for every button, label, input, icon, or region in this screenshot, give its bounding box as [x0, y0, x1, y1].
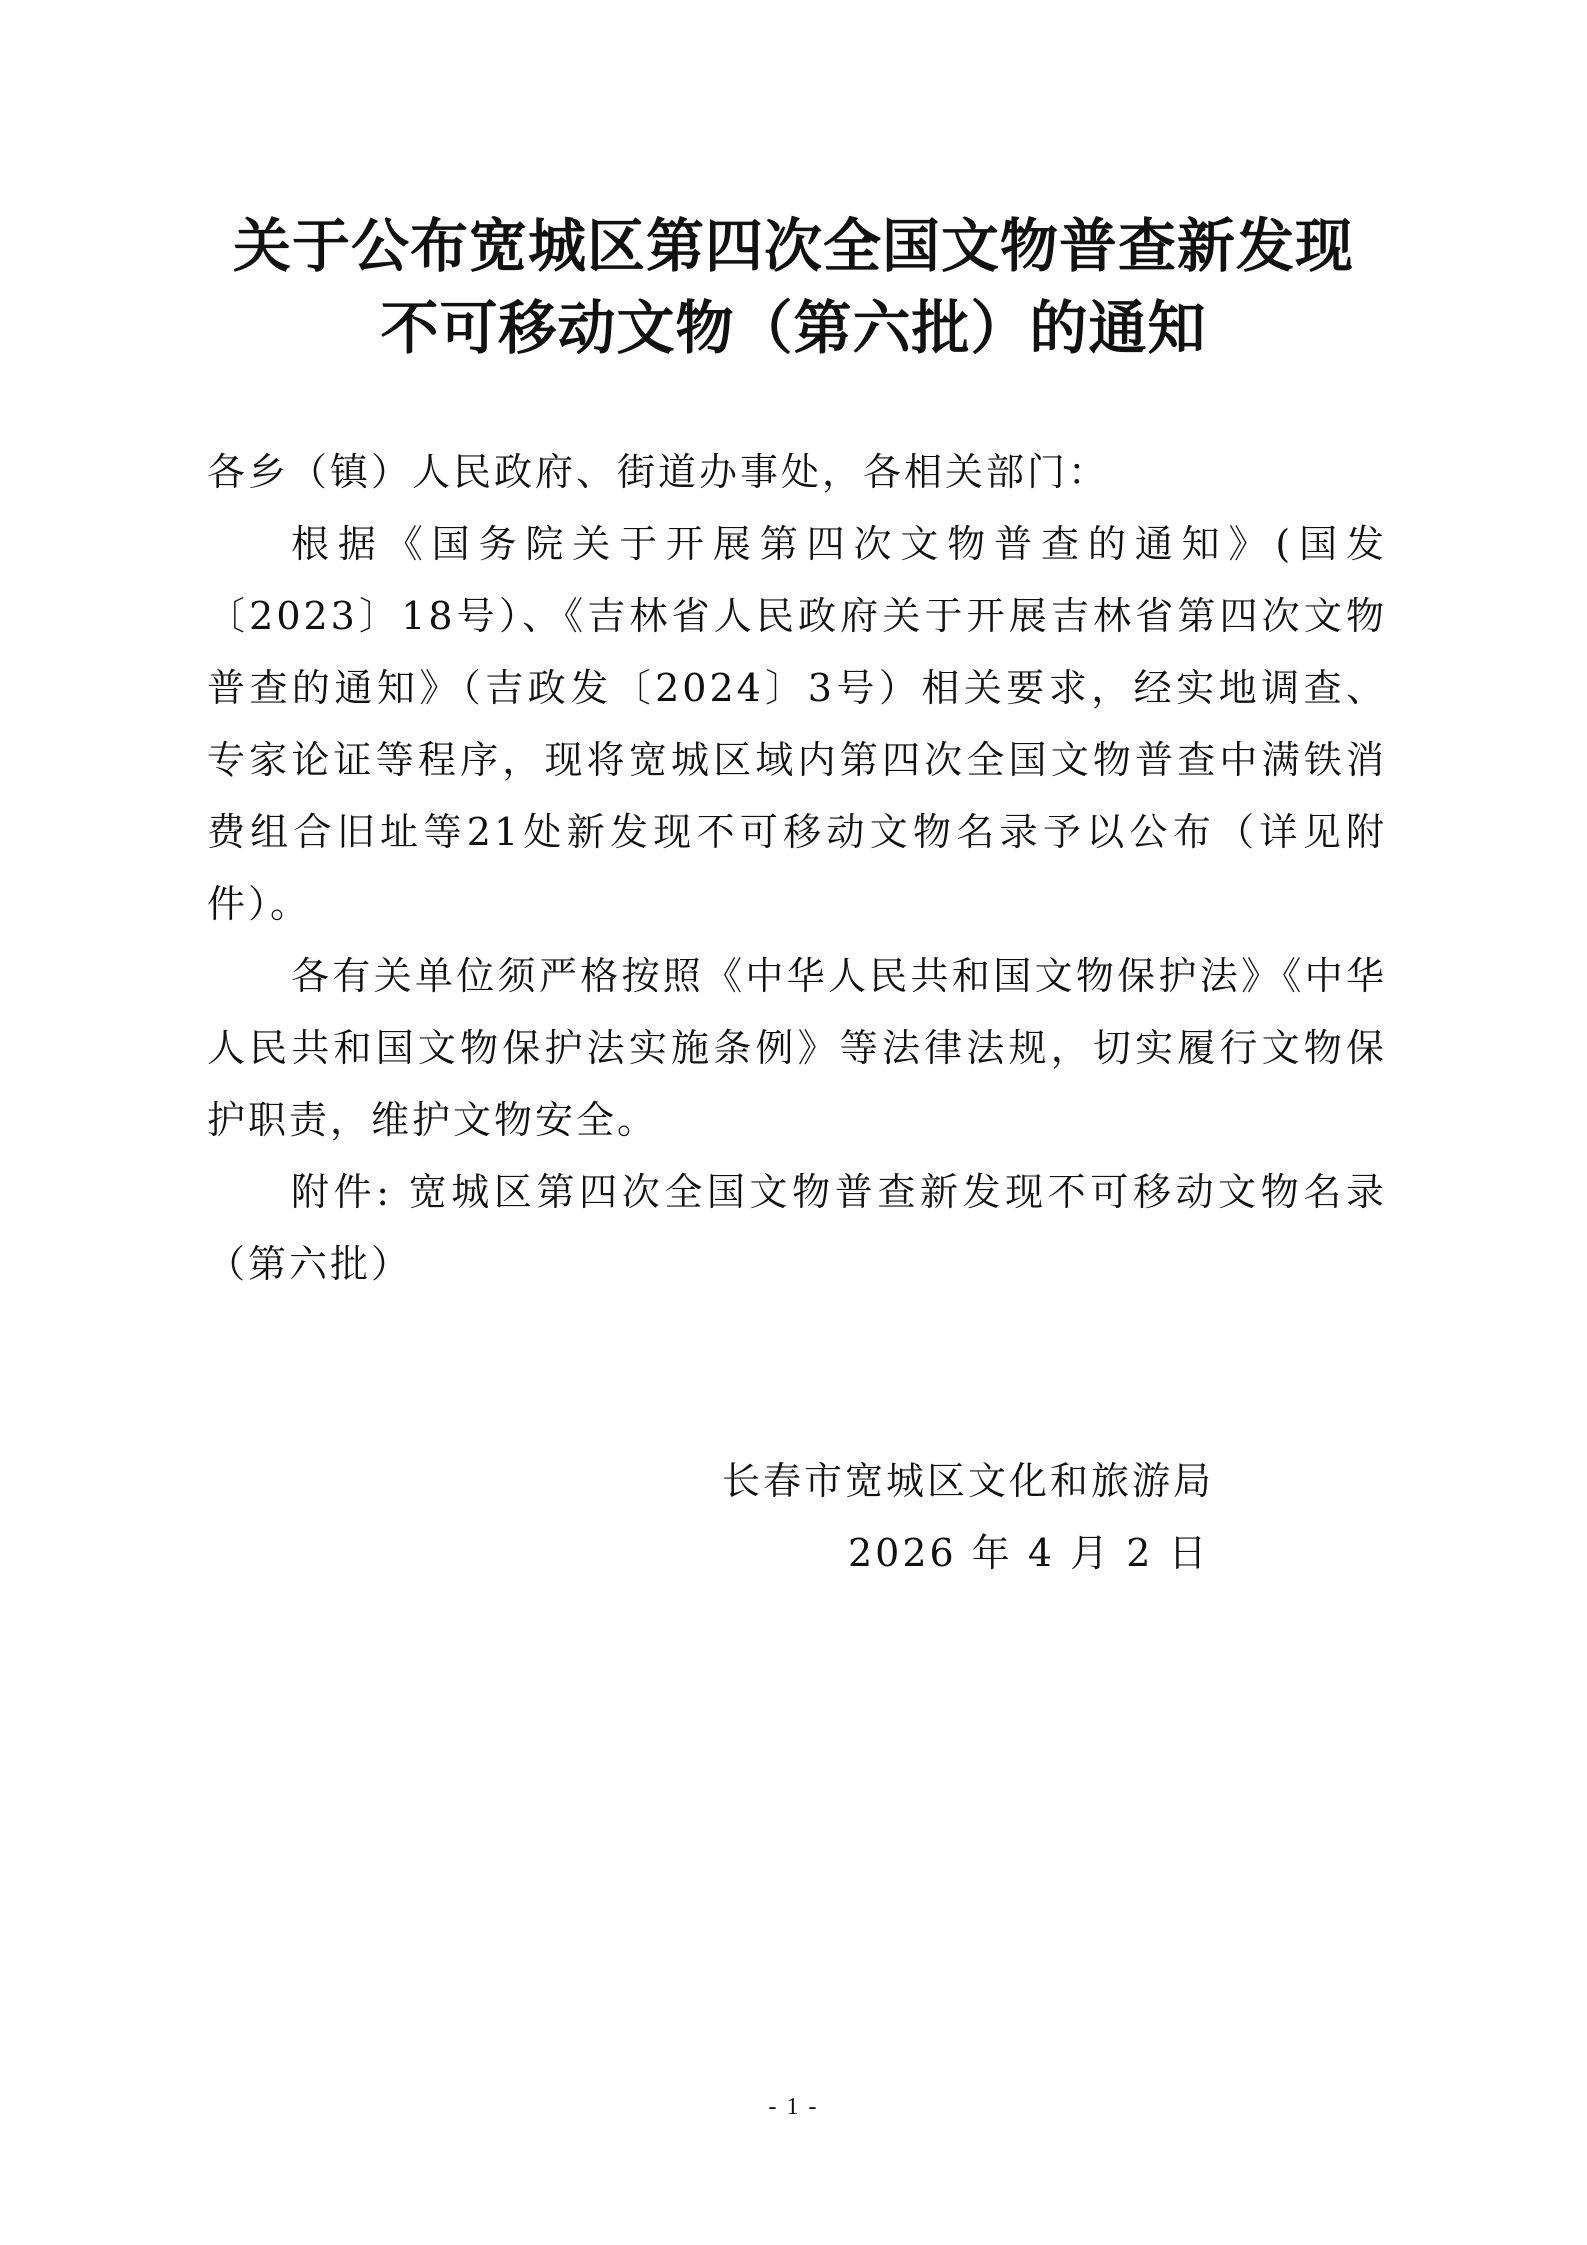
title-line-2: 不可移动文物（第六批）的通知 [380, 294, 1207, 362]
paragraph-attachment: 附件: 宽城区第四次全国文物普查新发现不可移动文物名录（第六批） [207, 1170, 1387, 1286]
title-line-1: 关于公布宽城区第四次全国文物普查新发现 [232, 212, 1354, 280]
paragraph-basis: 根据《国务院关于开展第四次文物普查的通知》(国发〔2023〕18号）、《吉林省人民政府关于开展吉林省第四次文物普查的通知》（吉政发〔2024〕3号）相关要求，经实地调查、专家论证等程序，现将宽城区域内第四次全国文物普查中满铁消费组合旧址等21处新发现不可移动文物名录予以公布（详见附件）。 [207, 522, 1387, 926]
signature-date: 2026 年 4 月 2 日 [848, 1531, 1210, 1575]
page-number: - 1 - [768, 2094, 819, 2120]
signature-organization: 长春市宽城区文化和旅游局 [722, 1459, 1215, 1503]
salutation: 各乡（镇）人民政府、街道办事处，各相关部门： [207, 450, 1110, 494]
paragraph-requirements: 各有关单位须严格按照《中华人民共和国文物保护法》《中华人民共和国文物保护法实施条例》等法律法规，切实履行文物保护职责，维护文物安全。 [207, 954, 1387, 1142]
document-body [207, 436, 1387, 1300]
document-title [0, 205, 1587, 369]
